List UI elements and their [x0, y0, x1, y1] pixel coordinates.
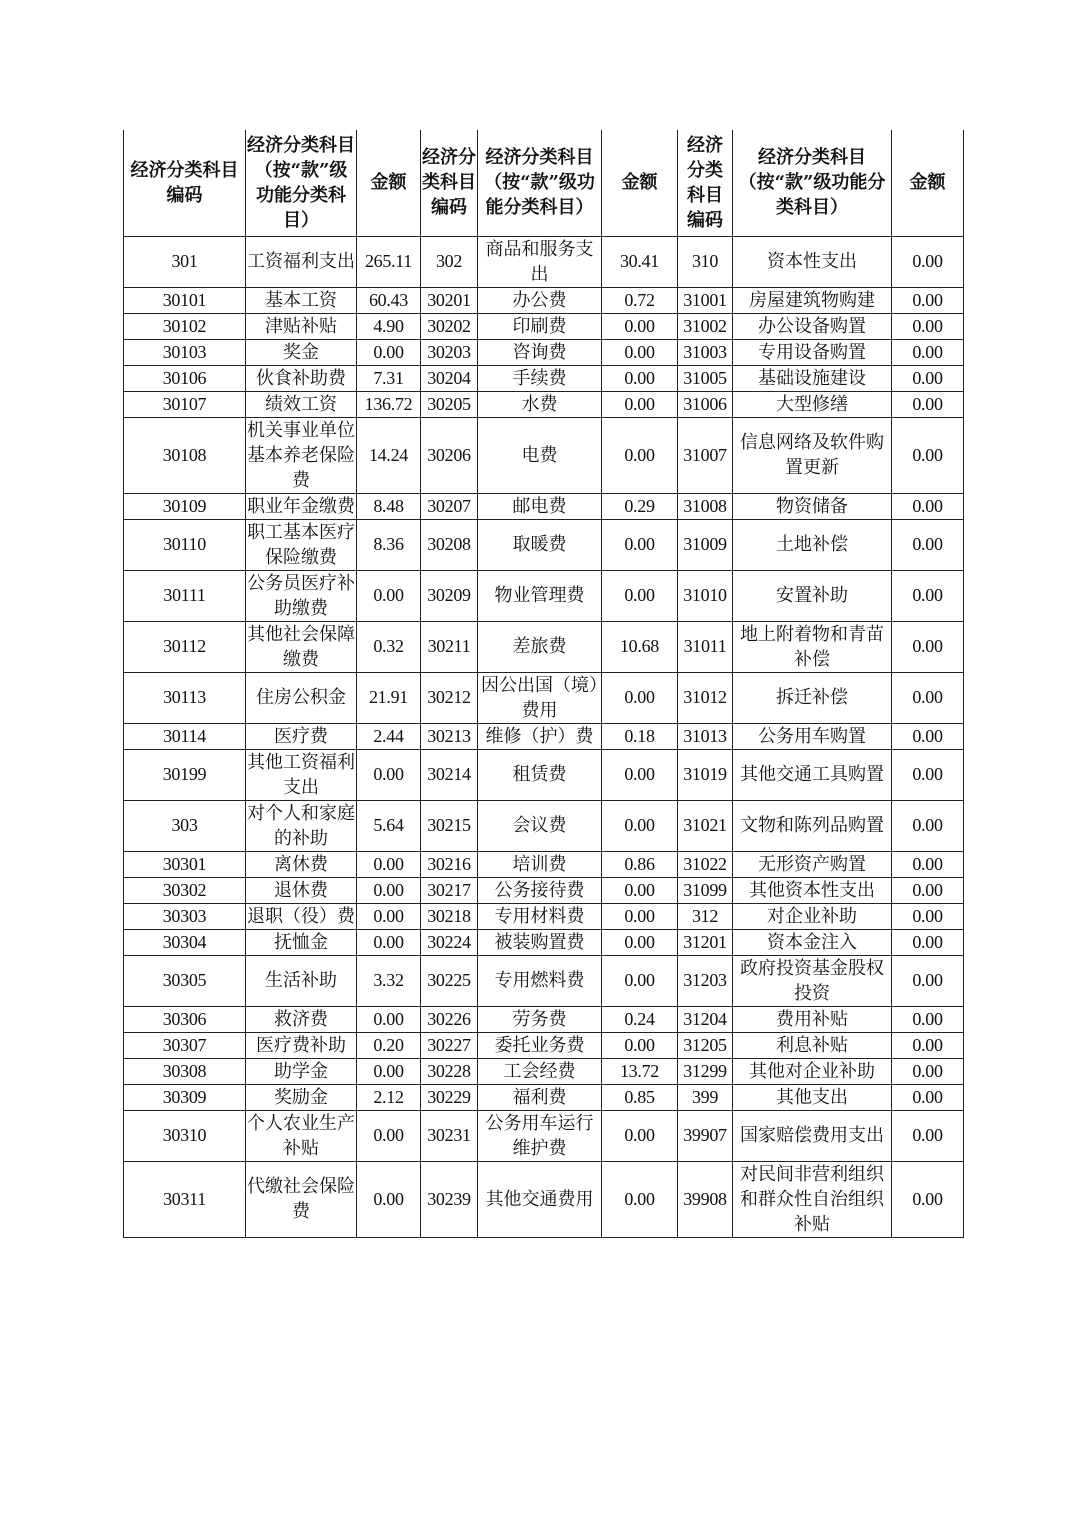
cell-code-1: 30101	[124, 287, 246, 313]
table-row	[124, 236, 964, 287]
cell-code-3: 39908	[678, 1161, 733, 1237]
cell-name-1: 奖励金	[246, 1084, 357, 1110]
cell-name-1: 抚恤金	[246, 929, 357, 955]
cell-name-2: 印刷费	[478, 313, 602, 339]
table-header-row	[124, 130, 964, 236]
cell-code-1: 30199	[124, 749, 246, 800]
cell-amount-3: 0.00	[892, 851, 964, 877]
header-name-3: 经济分类科目（按“款”级功能分类科目）	[733, 130, 892, 236]
table-row	[124, 1084, 964, 1110]
cell-code-3: 31203	[678, 955, 733, 1006]
cell-amount-2: 0.00	[602, 877, 678, 903]
cell-code-1: 30110	[124, 519, 246, 570]
budget-table-container	[123, 130, 963, 1238]
table-row	[124, 723, 964, 749]
cell-name-1: 伙食补助费	[246, 365, 357, 391]
cell-code-3: 31006	[678, 391, 733, 417]
cell-name-3: 其他资本性支出	[733, 877, 892, 903]
cell-code-1: 30114	[124, 723, 246, 749]
cell-amount-2: 0.00	[602, 800, 678, 851]
cell-code-2: 30227	[421, 1032, 478, 1058]
cell-code-1: 30113	[124, 672, 246, 723]
cell-amount-2: 0.86	[602, 851, 678, 877]
cell-name-3: 对企业补助	[733, 903, 892, 929]
table-row	[124, 391, 964, 417]
cell-amount-2: 0.00	[602, 313, 678, 339]
cell-name-3: 无形资产购置	[733, 851, 892, 877]
cell-amount-3: 0.00	[892, 1161, 964, 1237]
cell-name-2: 咨询费	[478, 339, 602, 365]
cell-code-2: 30218	[421, 903, 478, 929]
cell-name-1: 助学金	[246, 1058, 357, 1084]
table-row	[124, 339, 964, 365]
cell-name-3: 公务用车购置	[733, 723, 892, 749]
cell-amount-1: 7.31	[357, 365, 421, 391]
cell-amount-2: 0.00	[602, 339, 678, 365]
cell-amount-1: 2.12	[357, 1084, 421, 1110]
cell-amount-2: 0.00	[602, 417, 678, 493]
cell-code-3: 31099	[678, 877, 733, 903]
cell-name-2: 物业管理费	[478, 570, 602, 621]
cell-code-3: 31003	[678, 339, 733, 365]
cell-name-3: 基础设施建设	[733, 365, 892, 391]
cell-code-2: 30226	[421, 1006, 478, 1032]
cell-code-2: 30202	[421, 313, 478, 339]
cell-amount-1: 0.00	[357, 749, 421, 800]
cell-amount-1: 0.00	[357, 339, 421, 365]
cell-amount-1: 21.91	[357, 672, 421, 723]
table-row	[124, 929, 964, 955]
cell-name-3: 其他支出	[733, 1084, 892, 1110]
cell-amount-3: 0.00	[892, 1032, 964, 1058]
cell-code-3: 31012	[678, 672, 733, 723]
cell-code-1: 30309	[124, 1084, 246, 1110]
cell-amount-1: 136.72	[357, 391, 421, 417]
cell-code-3: 31022	[678, 851, 733, 877]
cell-name-3: 费用补贴	[733, 1006, 892, 1032]
cell-amount-2: 0.24	[602, 1006, 678, 1032]
cell-amount-2: 0.00	[602, 955, 678, 1006]
cell-amount-3: 0.00	[892, 877, 964, 903]
cell-name-3: 拆迁补偿	[733, 672, 892, 723]
cell-name-2: 培训费	[478, 851, 602, 877]
cell-amount-1: 0.00	[357, 1110, 421, 1161]
cell-name-2: 水费	[478, 391, 602, 417]
cell-amount-3: 0.00	[892, 1084, 964, 1110]
cell-amount-2: 0.18	[602, 723, 678, 749]
cell-amount-3: 0.00	[892, 723, 964, 749]
cell-code-1: 30303	[124, 903, 246, 929]
cell-code-3: 31005	[678, 365, 733, 391]
cell-amount-1: 2.44	[357, 723, 421, 749]
cell-amount-3: 0.00	[892, 1006, 964, 1032]
cell-amount-3: 0.00	[892, 955, 964, 1006]
cell-name-1: 工资福利支出	[246, 236, 357, 287]
cell-code-3: 31011	[678, 621, 733, 672]
cell-amount-3: 0.00	[892, 365, 964, 391]
cell-code-3: 31007	[678, 417, 733, 493]
table-row	[124, 903, 964, 929]
cell-name-2: 手续费	[478, 365, 602, 391]
table-body	[124, 236, 964, 1237]
header-code-3: 经济分类科目编码	[678, 130, 733, 236]
cell-code-1: 303	[124, 800, 246, 851]
cell-code-2: 30207	[421, 493, 478, 519]
cell-name-2: 委托业务费	[478, 1032, 602, 1058]
cell-code-1: 30311	[124, 1161, 246, 1237]
cell-amount-1: 0.00	[357, 877, 421, 903]
cell-code-1: 30109	[124, 493, 246, 519]
cell-name-3: 利息补贴	[733, 1032, 892, 1058]
cell-amount-2: 0.00	[602, 519, 678, 570]
cell-name-1: 生活补助	[246, 955, 357, 1006]
cell-amount-2: 0.72	[602, 287, 678, 313]
cell-name-1: 住房公积金	[246, 672, 357, 723]
cell-name-3: 国家赔偿费用支出	[733, 1110, 892, 1161]
header-code-2: 经济分类科目编码	[421, 130, 478, 236]
cell-code-2: 30215	[421, 800, 478, 851]
header-name-1: 经济分类科目（按“款”级功能分类科目）	[246, 130, 357, 236]
cell-code-3: 310	[678, 236, 733, 287]
cell-amount-1: 0.00	[357, 1058, 421, 1084]
cell-name-3: 对民间非营利组织和群众性自治组织补贴	[733, 1161, 892, 1237]
cell-name-1: 职业年金缴费	[246, 493, 357, 519]
table-row	[124, 1006, 964, 1032]
cell-code-1: 30301	[124, 851, 246, 877]
cell-name-3: 文物和陈列品购置	[733, 800, 892, 851]
cell-name-2: 会议费	[478, 800, 602, 851]
cell-code-1: 30111	[124, 570, 246, 621]
cell-amount-2: 0.00	[602, 570, 678, 621]
cell-name-3: 大型修缮	[733, 391, 892, 417]
cell-code-3: 31002	[678, 313, 733, 339]
cell-name-1: 奖金	[246, 339, 357, 365]
cell-amount-1: 0.00	[357, 1161, 421, 1237]
cell-name-2: 取暖费	[478, 519, 602, 570]
table-row	[124, 417, 964, 493]
cell-code-2: 30201	[421, 287, 478, 313]
cell-name-3: 资本性支出	[733, 236, 892, 287]
cell-name-1: 代缴社会保险费	[246, 1161, 357, 1237]
header-amount-1: 金额	[357, 130, 421, 236]
cell-name-3: 地上附着物和青苗补偿	[733, 621, 892, 672]
cell-code-2: 30211	[421, 621, 478, 672]
cell-name-1: 其他社会保障缴费	[246, 621, 357, 672]
cell-code-3: 312	[678, 903, 733, 929]
cell-code-3: 399	[678, 1084, 733, 1110]
cell-code-2: 30229	[421, 1084, 478, 1110]
cell-amount-2: 13.72	[602, 1058, 678, 1084]
cell-amount-1: 0.00	[357, 1006, 421, 1032]
cell-name-1: 公务员医疗补助缴费	[246, 570, 357, 621]
cell-name-2: 劳务费	[478, 1006, 602, 1032]
cell-amount-3: 0.00	[892, 800, 964, 851]
cell-amount-3: 0.00	[892, 672, 964, 723]
cell-code-3: 31001	[678, 287, 733, 313]
header-name-2: 经济分类科目（按“款”级功能分类科目）	[478, 130, 602, 236]
cell-amount-2: 0.00	[602, 749, 678, 800]
cell-name-1: 对个人和家庭的补助	[246, 800, 357, 851]
cell-code-2: 30204	[421, 365, 478, 391]
cell-amount-2: 0.00	[602, 365, 678, 391]
cell-name-1: 离休费	[246, 851, 357, 877]
cell-code-2: 302	[421, 236, 478, 287]
cell-name-1: 其他工资福利支出	[246, 749, 357, 800]
cell-name-2: 专用材料费	[478, 903, 602, 929]
cell-name-2: 维修（护）费	[478, 723, 602, 749]
cell-amount-2: 0.29	[602, 493, 678, 519]
cell-code-1: 30308	[124, 1058, 246, 1084]
cell-name-2: 工会经费	[478, 1058, 602, 1084]
cell-code-1: 30102	[124, 313, 246, 339]
cell-name-3: 办公设备购置	[733, 313, 892, 339]
cell-amount-3: 0.00	[892, 519, 964, 570]
cell-name-2: 办公费	[478, 287, 602, 313]
table-row	[124, 313, 964, 339]
cell-code-3: 31013	[678, 723, 733, 749]
cell-amount-1: 4.90	[357, 313, 421, 339]
cell-name-2: 公务接待费	[478, 877, 602, 903]
cell-amount-3: 0.00	[892, 236, 964, 287]
cell-amount-2: 30.41	[602, 236, 678, 287]
cell-code-2: 30212	[421, 672, 478, 723]
cell-amount-3: 0.00	[892, 287, 964, 313]
cell-code-2: 30239	[421, 1161, 478, 1237]
cell-amount-1: 5.64	[357, 800, 421, 851]
cell-code-2: 30209	[421, 570, 478, 621]
cell-amount-1: 0.20	[357, 1032, 421, 1058]
cell-amount-2: 0.85	[602, 1084, 678, 1110]
cell-amount-3: 0.00	[892, 903, 964, 929]
cell-amount-3: 0.00	[892, 1110, 964, 1161]
cell-amount-3: 0.00	[892, 391, 964, 417]
cell-name-3: 其他交通工具购置	[733, 749, 892, 800]
cell-code-1: 30305	[124, 955, 246, 1006]
table-row	[124, 955, 964, 1006]
cell-code-3: 31010	[678, 570, 733, 621]
cell-amount-1: 8.48	[357, 493, 421, 519]
cell-code-2: 30208	[421, 519, 478, 570]
table-row	[124, 570, 964, 621]
cell-code-3: 31204	[678, 1006, 733, 1032]
cell-code-2: 30213	[421, 723, 478, 749]
cell-amount-1: 60.43	[357, 287, 421, 313]
cell-code-3: 31201	[678, 929, 733, 955]
cell-amount-3: 0.00	[892, 749, 964, 800]
cell-code-3: 31205	[678, 1032, 733, 1058]
cell-name-1: 医疗费	[246, 723, 357, 749]
cell-name-2: 福利费	[478, 1084, 602, 1110]
cell-code-2: 30224	[421, 929, 478, 955]
cell-name-2: 被装购置费	[478, 929, 602, 955]
cell-code-2: 30225	[421, 955, 478, 1006]
cell-amount-2: 0.00	[602, 391, 678, 417]
table-row	[124, 1032, 964, 1058]
table-row	[124, 1110, 964, 1161]
cell-name-3: 土地补偿	[733, 519, 892, 570]
table-row	[124, 749, 964, 800]
cell-name-3: 专用设备购置	[733, 339, 892, 365]
cell-name-1: 机关事业单位基本养老保险费	[246, 417, 357, 493]
cell-code-3: 31021	[678, 800, 733, 851]
cell-code-1: 301	[124, 236, 246, 287]
table-row	[124, 365, 964, 391]
cell-amount-2: 10.68	[602, 621, 678, 672]
cell-code-3: 31299	[678, 1058, 733, 1084]
cell-code-1: 30108	[124, 417, 246, 493]
table-row	[124, 1058, 964, 1084]
cell-code-2: 30216	[421, 851, 478, 877]
cell-code-3: 31019	[678, 749, 733, 800]
table-row	[124, 519, 964, 570]
cell-code-3: 31008	[678, 493, 733, 519]
cell-name-1: 职工基本医疗保险缴费	[246, 519, 357, 570]
cell-code-1: 30112	[124, 621, 246, 672]
table-row	[124, 1161, 964, 1237]
header-amount-3: 金额	[892, 130, 964, 236]
table-row	[124, 877, 964, 903]
cell-code-1: 30302	[124, 877, 246, 903]
cell-name-1: 个人农业生产补贴	[246, 1110, 357, 1161]
cell-amount-1: 14.24	[357, 417, 421, 493]
cell-amount-3: 0.00	[892, 339, 964, 365]
cell-code-1: 30307	[124, 1032, 246, 1058]
header-amount-2: 金额	[602, 130, 678, 236]
cell-amount-3: 0.00	[892, 1058, 964, 1084]
cell-name-2: 租赁费	[478, 749, 602, 800]
cell-amount-3: 0.00	[892, 570, 964, 621]
cell-name-2: 公务用车运行维护费	[478, 1110, 602, 1161]
cell-name-3: 政府投资基金股权投资	[733, 955, 892, 1006]
cell-amount-2: 0.00	[602, 903, 678, 929]
cell-code-1: 30304	[124, 929, 246, 955]
cell-name-2: 电费	[478, 417, 602, 493]
cell-name-2: 商品和服务支出	[478, 236, 602, 287]
cell-amount-2: 0.00	[602, 1161, 678, 1237]
cell-name-2: 其他交通费用	[478, 1161, 602, 1237]
cell-name-1: 救济费	[246, 1006, 357, 1032]
cell-code-1: 30107	[124, 391, 246, 417]
cell-name-1: 绩效工资	[246, 391, 357, 417]
economic-classification-table	[123, 130, 964, 1238]
cell-name-2: 专用燃料费	[478, 955, 602, 1006]
cell-name-1: 医疗费补助	[246, 1032, 357, 1058]
cell-name-1: 退职（役）费	[246, 903, 357, 929]
cell-amount-3: 0.00	[892, 621, 964, 672]
cell-code-2: 30217	[421, 877, 478, 903]
cell-code-1: 30103	[124, 339, 246, 365]
cell-code-1: 30306	[124, 1006, 246, 1032]
cell-name-3: 其他对企业补助	[733, 1058, 892, 1084]
cell-amount-3: 0.00	[892, 493, 964, 519]
cell-name-2: 邮电费	[478, 493, 602, 519]
cell-code-2: 30228	[421, 1058, 478, 1084]
cell-amount-2: 0.00	[602, 929, 678, 955]
cell-code-2: 30231	[421, 1110, 478, 1161]
cell-code-2: 30203	[421, 339, 478, 365]
cell-name-3: 安置补助	[733, 570, 892, 621]
cell-code-1: 30310	[124, 1110, 246, 1161]
cell-code-1: 30106	[124, 365, 246, 391]
cell-name-2: 因公出国（境）费用	[478, 672, 602, 723]
table-row	[124, 621, 964, 672]
cell-amount-1: 3.32	[357, 955, 421, 1006]
cell-name-1: 基本工资	[246, 287, 357, 313]
cell-code-2: 30214	[421, 749, 478, 800]
cell-name-3: 物资储备	[733, 493, 892, 519]
cell-name-3: 房屋建筑物购建	[733, 287, 892, 313]
cell-name-1: 退休费	[246, 877, 357, 903]
table-row	[124, 672, 964, 723]
cell-amount-2: 0.00	[602, 1110, 678, 1161]
cell-amount-3: 0.00	[892, 313, 964, 339]
cell-amount-1: 0.32	[357, 621, 421, 672]
cell-code-3: 31009	[678, 519, 733, 570]
cell-amount-1: 0.00	[357, 929, 421, 955]
cell-amount-1: 0.00	[357, 903, 421, 929]
cell-amount-3: 0.00	[892, 929, 964, 955]
cell-amount-1: 0.00	[357, 570, 421, 621]
cell-code-3: 39907	[678, 1110, 733, 1161]
cell-name-3: 资本金注入	[733, 929, 892, 955]
cell-name-1: 津贴补贴	[246, 313, 357, 339]
cell-name-2: 差旅费	[478, 621, 602, 672]
cell-amount-1: 8.36	[357, 519, 421, 570]
table-row	[124, 287, 964, 313]
cell-amount-2: 0.00	[602, 672, 678, 723]
cell-amount-2: 0.00	[602, 1032, 678, 1058]
cell-amount-1: 265.11	[357, 236, 421, 287]
table-row	[124, 493, 964, 519]
header-code-1: 经济分类科目编码	[124, 130, 246, 236]
cell-code-2: 30205	[421, 391, 478, 417]
cell-code-2: 30206	[421, 417, 478, 493]
table-row	[124, 851, 964, 877]
cell-amount-1: 0.00	[357, 851, 421, 877]
cell-amount-3: 0.00	[892, 417, 964, 493]
table-row	[124, 800, 964, 851]
cell-name-3: 信息网络及软件购置更新	[733, 417, 892, 493]
